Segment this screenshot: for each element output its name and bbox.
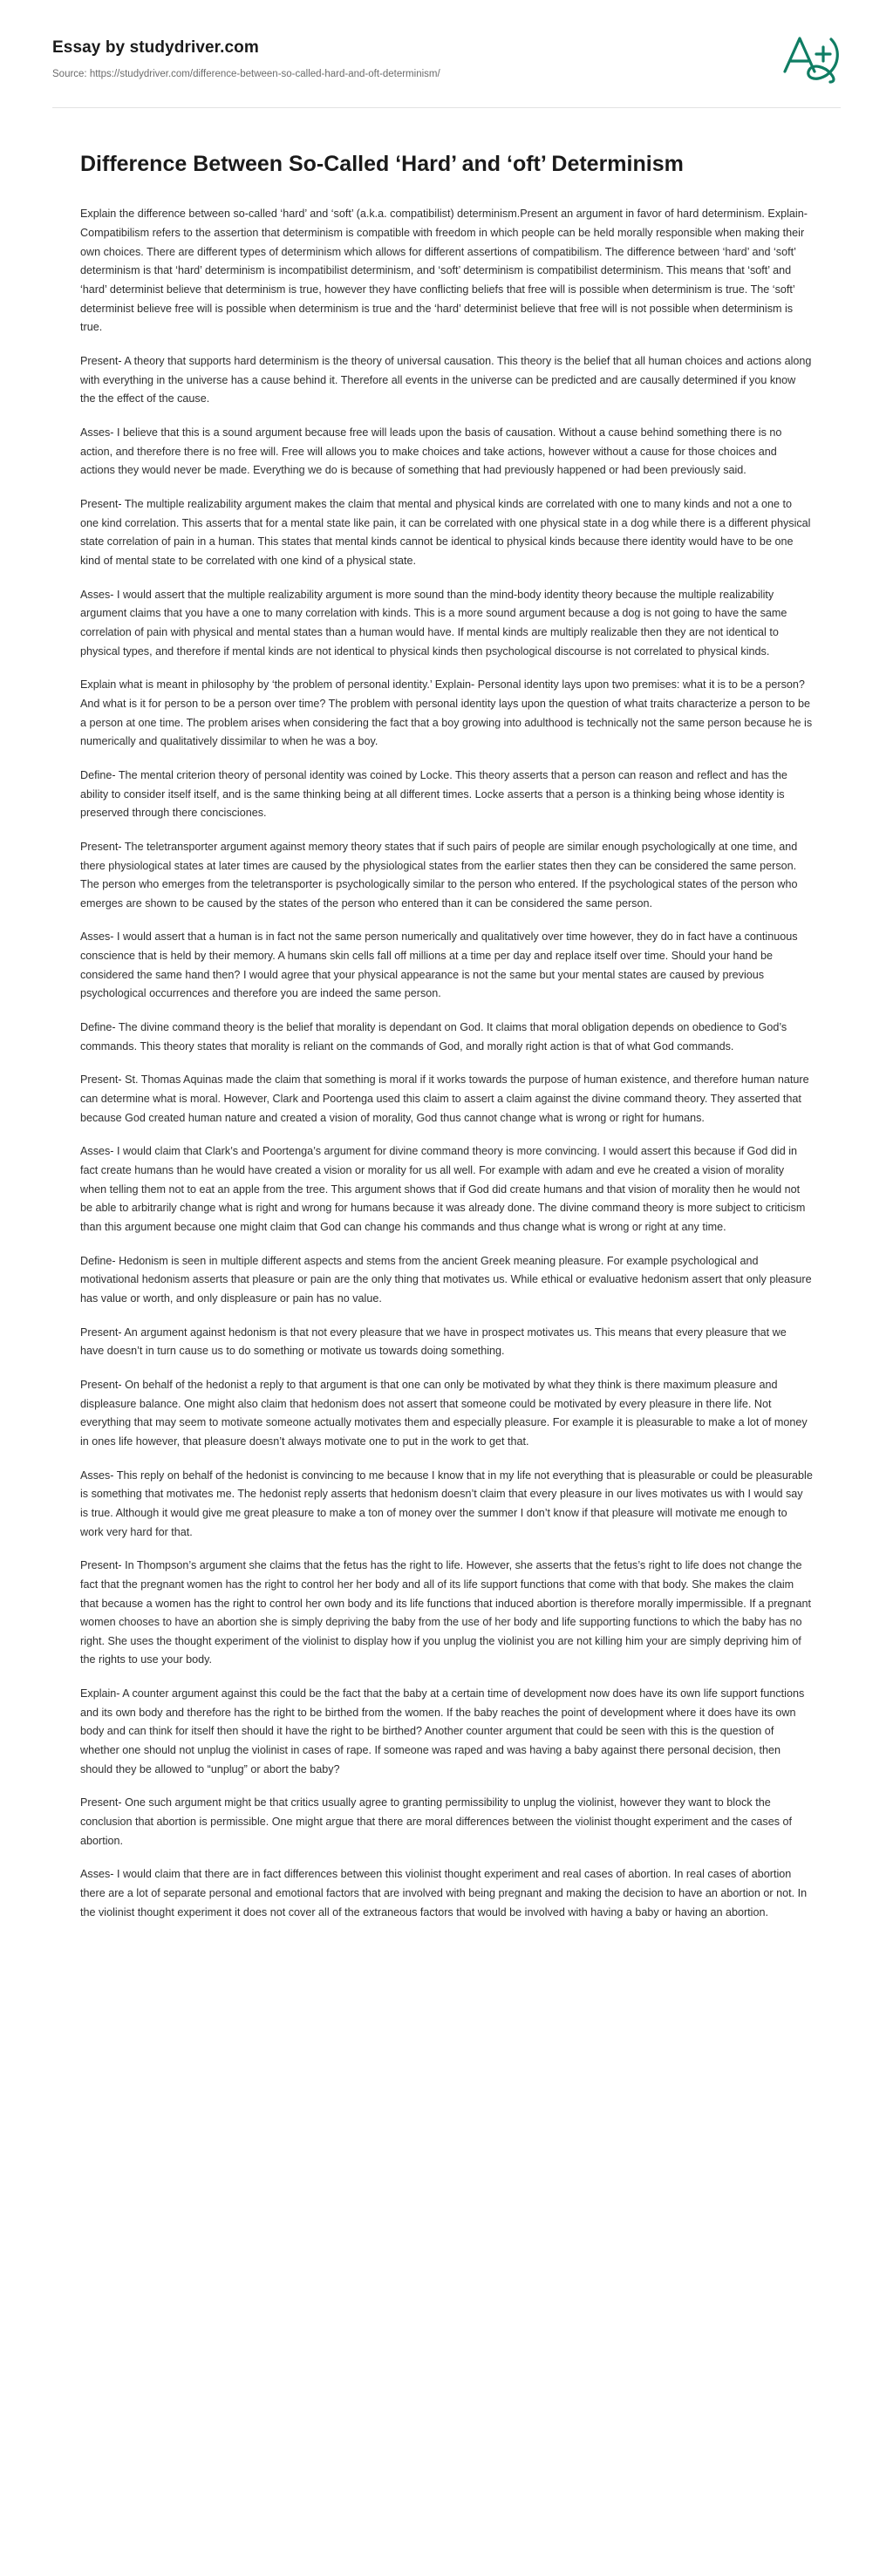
paragraph: Define- The divine command theory is the belief that morality is dependant on God. It claims that moral obligation depends on obedience to God’s commands. This theory states that morality is reliant on the commands of God, and morally right action is that of what God commands. <box>80 1021 787 1053</box>
paragraph: Asses- I would assert that a human is in fact not the same person numerically and qualitatively over time however, they do in fact have a continuous conscience that is held by their memory. A humans skin cells fall off millions at a time per day and replace itself over time. Should your hand be considered the same hand then? I would agree that your physical appearance is not the same but your mental states are caused by previous psychological occurrences and therefore you are indeed the same person. <box>80 930 798 1000</box>
header-divider <box>52 107 841 108</box>
paragraph: Present- On behalf of the hedonist a reply to that argument is that one can only be motivated by what they think is there maximum pleasure and displeasure balance. One might also claim that hedonism does not assert that someone could be motivated by every pleasure in there life. Not everything that may seem to motivate someone actually motivates them and especially pleasure. For example it is pleasurable to make a lot of money in ones life however, that pleasure doesn’t always motivate one to put in the work to get that. <box>80 1378 808 1448</box>
paragraph: Explain what is meant in philosophy by ‘the problem of personal identity.’ Explain- Personal identity lays upon two premises: what it is to be a person? And what is it for person to be a person over time? The problem with personal identity lays upon the question of what traits characterize a person to be a person at one time. The problem arises when considering the fact that a boy growing into adulthood is technically not the same person because he is numerically and qualitatively dissimilar to when he was a boy. <box>80 678 813 748</box>
paragraph: Asses- I believe that this is a sound argument because free will leads upon the basis of causation. Without a cause behind something there is no action, and therefore there is no free will. Free will allows you to make choices and take actions, however without a cause for those choices and actions they would never be made. Everything we do is because of something that had previously happened or had been previously said. <box>80 426 782 477</box>
paragraph: Asses- This reply on behalf of the hedonist is convincing to me because I know that in my life not everything that is pleasurable or could be pleasurable is something that motivates me. The hedonist reply asserts that hedonism doesn’t claim that every pleasure in our lives motivates us with I would say is true. Although it would give me great pleasure to make a ton of money over the summer I don’t know if that pleasure will motivate me enough to work very hard for that. <box>80 1469 813 1538</box>
source-line <box>52 68 841 81</box>
paragraph: Define- Hedonism is seen in multiple different aspects and stems from the ancient Greek meaning pleasure. For example psychological and motivational hedonism asserts that pleasure or pain are the only thing that motivates us. While ethical or evaluative hedonism assert that only pleasure has value or worth, and only displeasure or pain has no value. <box>80 1254 812 1305</box>
paragraph: Define- The mental criterion theory of personal identity was coined by Locke. This theory asserts that a person can reason and reflect and has the ability to consider itself itself, and is the same thinking being at all different times. Locke asserts that a person is a thinking being whose identity is preserved through there concisciones. <box>80 768 787 820</box>
paragraph: Asses- I would claim that Clark’s and Poortenga’s argument for divine command theory is more convincing. I would assert this because if God did in fact create humans than he would have created a vision or morality for us all well. For example with adam and eve he created a vision of morality when telling them not to eat an apple from the tree. This argument shows that if God did create humans and that vision of morality then he would not be able to arbitrarily change what is right and wrong for humans because it was already done. The divine command theory is more subject to criticism than this argument because one might claim that God can change his commands and thus change what is wrong or right at any time. <box>80 1145 806 1234</box>
site-header <box>0 0 893 108</box>
page-title: Difference Between So-Called ‘Hard’ and ‘oft’ Determinism <box>80 151 684 176</box>
paragraph: Explain- A counter argument against this could be the fact that the baby at a certain time of development now does have its own life support functions and its own body and therefore has the right to be birthed from the women. If the baby reaches the point of development where it does have its own body and can think for itself then should it have the right to be birthed? Another counter argument that could be seen with this is the question of whether one should not unplug the violinist in cases of rape. If someone was raped and was having a baby against there personal decision, then should they be allowed to “unplug” or abort the baby? <box>80 1687 805 1775</box>
paragraph: Present- The multiple realizability argument makes the claim that mental and physical kinds are correlated with one to many kinds and not a one to one kind correlation. This asserts that for a mental state like pain, it can be correlated with one physical state in a dog while there is a different physical state correlation of pain in a human. This states that mental kinds cannot be identical to physical kinds because there identity would have to be one kind of mental state to be correlated with one kind of a physical state. <box>80 498 811 567</box>
paragraph: Present- St. Thomas Aquinas made the claim that something is moral if it works towards the purpose of human existence, and therefore human nature can determine what is moral. However, Clark and Poortenga used this claim to assert a claim against the divine command theory. They asserted that because God created human nature and created a vision of morality, God thus cannot change what is wrong or right for humans. <box>80 1073 809 1124</box>
paragraph: Asses- I would claim that there are in fact differences between this violinist thought experiment and real cases of abortion. In real cases of abortion there are a lot of separate personal and emotional factors that are involved with being pregnant and making the decision to have an abortion or not. In the violinist thought experiment it does not cover all of the extraneous factors that would be involved with having a baby or having an abortion. <box>80 1868 808 1918</box>
paragraph: Present- A theory that supports hard determinism is the theory of universal causation. This theory is the belief that all human choices and actions along with everything in the universe has a cause behind it. Therefore all events in the universe can be predicted and are causally determined if you know the the effect of the cause. <box>80 355 812 405</box>
paragraph: Present- One such argument might be that critics usually agree to granting permissibility to unplug the violinist, however they want to block the conclusion that abortion is permissible. One might argue that there are moral differences between the violinist thought experiment and the cases of abortion. <box>80 1796 793 1847</box>
source-label: Source: <box>52 68 87 79</box>
paragraph: Present- The teletransporter argument against memory theory states that if such pairs of people are similar enough psychologically at one time, and there physiological states at later times are caused by the physiological states from the earlier states then they can be considered the same person. The person who emerges from the teletransporter is psychologically similar to the person who entered. If the psychological states of the person who emerges are shown to be caused by the states of the person who entered than it can be considered the same person. <box>80 840 798 910</box>
paragraph: Asses- I would assert that the multiple realizability argument is more sound than the mind-body identity theory because the multiple realizability argument claims that you have a one to many correlation with kinds. This is a more sound argument because a dog is not going to have the same correlation of pain with physical and mental states than a human would have. If mental kinds are multiply realizable then they are not identical to physical types, and therefore if mental kinds are not identical to physical kinds then psychological discourse is not correlated to physical kinds. <box>80 588 787 658</box>
paragraph: Explain the difference between so-called ‘hard’ and ‘soft’ (a.k.a. compatibilist) determinism.Present an argument in favor of hard determinism. Explain- Compatibilism refers to the assertion that determinism is compatible with freedom in which people can be held morally responsible when making their own choices. There are different types of determinism which allows for different assertions of compatibilism. The difference between ‘hard’ and ‘soft’ determinism is that ‘hard’ determinism is incompatibilist determinism, and ‘soft’ determinism is compatibilist determinism. This means that ‘soft’ and ‘hard’ determinist believe that determinism is true, however they have conflicting beliefs that free will is possible when determinism is true. The ‘soft’ determinist believe free will is possible when determinism is true and the ‘hard’ determinist believe that free will is not possible when determinism is true. <box>80 208 808 334</box>
essay-body <box>0 108 893 1990</box>
paragraph: Present- An argument against hedonism is that not every pleasure that we have in prospect motivates us. This means that every pleasure that we have doesn’t in turn cause us to do something or motivate us towards doing something. <box>80 1325 787 1358</box>
source-url[interactable]: https://studydriver.com/difference-between-so-called-hard-and-oft-determinism/ <box>89 68 440 79</box>
paragraph: Present- In Thompson’s argument she claims that the fetus has the right to life. However, she asserts that the fetus’s right to life does not change the fact that the pregnant women has the right to control her her body and all of its life support functions that come with that body. She makes the claim that because a women has the right to control her own body and its life functions that induced abortion is therefore morally impermissible. If a pregnant women chooses to have an abortion she is simply depriving the baby from the use of her body and life supporting functions to which the baby has no right. She uses the thought experiment of the violinist to display how if you unplug the violinist you are not killing him your are simply depriving him of the rights to use your body. <box>80 1559 811 1666</box>
site-brand: Essay by studydriver.com <box>52 38 259 57</box>
a-plus-logo-icon <box>776 28 844 84</box>
